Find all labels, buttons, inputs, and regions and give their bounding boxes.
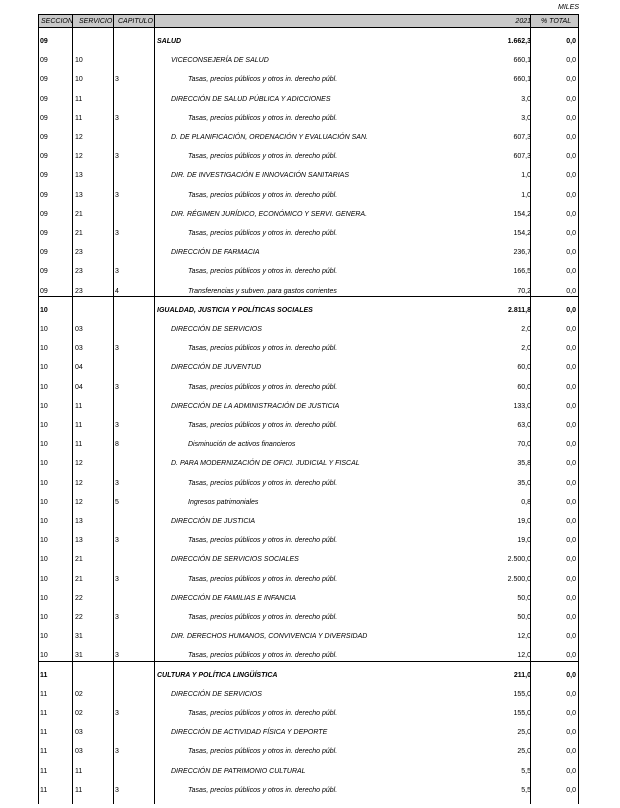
cell-seccion: 10 (40, 402, 48, 410)
col-divider (38, 14, 39, 804)
cell-seccion: 09 (40, 38, 48, 45)
table-row (38, 626, 579, 645)
cell-seccion: 10 (40, 306, 48, 314)
cell-capitulo: 3 (115, 230, 119, 237)
cell-seccion: 11 (40, 729, 48, 737)
cell-capitulo: 8 (115, 441, 119, 449)
col-divider (154, 14, 155, 804)
cell-amount-2021: 607,3 (513, 153, 531, 161)
cell-description: Tasas, precios públicos y otros in. derecho públ. (188, 191, 338, 199)
cell-pct-total: 0,0 (566, 172, 576, 180)
cell-pct-total: 0,0 (566, 364, 576, 372)
cell-amount-2021: 3,0 (521, 114, 531, 122)
cell-seccion: 11 (40, 690, 48, 698)
cell-amount-2021: 5,5 (521, 767, 531, 775)
cell-pct-total: 0,0 (566, 287, 576, 295)
table-row (38, 223, 579, 242)
cell-amount-2021: 1.662,3 (507, 38, 531, 45)
cell-seccion: 10 (40, 614, 48, 621)
table-row (38, 204, 579, 223)
cell-servicio: 21 (75, 230, 83, 237)
cell-description: D. PARA MODERNIZACIÓN DE OFICI. JUDICIAL Y FISCAL (171, 460, 360, 468)
cell-amount-2021: 12,0 (517, 652, 531, 660)
table-row (38, 146, 579, 165)
cell-description: DIRECCIÓN DE SALUD PÚBLICA Y ADICCIONES (171, 95, 331, 103)
budget-table (38, 14, 579, 804)
cell-servicio: 31 (75, 652, 83, 660)
cell-amount-2021: 155,0 (513, 690, 531, 698)
cell-description: Tasas, precios públicos y otros in. derecho públ. (188, 76, 338, 84)
cell-description: Tasas, precios públicos y otros in. derecho públ. (188, 710, 338, 717)
cell-servicio: 04 (75, 383, 83, 391)
table-row (38, 281, 579, 300)
table-row (38, 684, 579, 703)
cell-servicio: 02 (75, 690, 83, 698)
table-row (38, 453, 579, 472)
cell-amount-2021: 211,0 (513, 671, 531, 679)
cell-description: DIR. RÉGIMEN JURÍDICO, ECONÓMICO Y SERVI. GENERA. (171, 210, 368, 218)
cell-servicio: 12 (75, 460, 83, 468)
cell-amount-2021: 19,0 (517, 518, 531, 525)
cell-pct-total: 0,0 (566, 38, 576, 45)
cell-pct-total: 0,0 (566, 767, 576, 775)
cell-pct-total: 0,0 (566, 479, 576, 487)
cell-pct-total: 0,0 (566, 575, 576, 583)
table-row (38, 473, 579, 492)
cell-capitulo: 3 (115, 153, 119, 161)
cell-seccion: 10 (40, 479, 48, 487)
cell-description: Tasas, precios públicos y otros in. derecho públ. (188, 614, 338, 621)
cell-seccion: 10 (40, 326, 48, 333)
table-row (38, 492, 579, 511)
cell-servicio: 12 (75, 153, 83, 161)
table-row (38, 588, 579, 607)
table-row (38, 338, 579, 357)
cell-servicio: 13 (75, 518, 83, 525)
cell-capitulo: 3 (115, 383, 119, 391)
cell-amount-2021: 70,0 (517, 441, 531, 449)
cell-servicio: 03 (75, 729, 83, 737)
cell-description: Tasas, precios públicos y otros in. derecho públ. (188, 748, 338, 756)
cell-seccion: 10 (40, 575, 48, 583)
cell-amount-2021: 12,0 (517, 633, 531, 641)
cell-description: DIRECCIÓN DE SERVICIOS (171, 690, 262, 698)
cell-pct-total: 0,0 (566, 786, 576, 794)
cell-servicio: 03 (75, 345, 83, 353)
cell-servicio: 03 (75, 748, 83, 756)
cell-capitulo: 4 (115, 287, 119, 295)
cell-pct-total: 0,0 (566, 729, 576, 737)
cell-amount-2021: 50,0 (517, 594, 531, 602)
cell-pct-total: 0,0 (566, 614, 576, 621)
cell-servicio: 04 (75, 364, 83, 372)
cell-seccion: 10 (40, 594, 48, 602)
cell-servicio: 10 (75, 76, 83, 84)
cell-pct-total: 0,0 (566, 134, 576, 141)
cell-capitulo: 3 (115, 479, 119, 487)
cell-servicio: 03 (75, 326, 83, 333)
cell-pct-total: 0,0 (566, 268, 576, 276)
cell-description: Tasas, precios públicos y otros in. derecho públ. (188, 114, 338, 122)
cell-seccion: 10 (40, 383, 48, 391)
cell-pct-total: 0,0 (566, 690, 576, 698)
cell-capitulo: 3 (115, 345, 119, 353)
col-year: 2021 (515, 18, 531, 25)
cell-description: D. DE PLANIFICACIÓN, ORDENACIÓN Y EVALUACIÓN SAN. (171, 134, 368, 141)
cell-seccion: 10 (40, 345, 48, 353)
cell-description: DIRECCIÓN DE FAMILIAS E INFANCIA (171, 594, 296, 602)
cell-amount-2021: 2.811,8 (508, 306, 531, 314)
cell-description: Disminución de activos financieros (188, 441, 296, 449)
cell-seccion: 09 (40, 230, 48, 237)
col-servicio: SERVICIO (79, 18, 113, 25)
cell-capitulo: 3 (115, 114, 119, 122)
table-row (38, 396, 579, 415)
cell-servicio: 21 (75, 575, 83, 583)
cell-amount-2021: 2,0 (521, 345, 531, 353)
cell-servicio: 02 (75, 710, 83, 717)
cell-seccion: 11 (40, 786, 48, 794)
cell-amount-2021: 35,8 (517, 460, 531, 468)
cell-amount-2021: 70,2 (517, 287, 531, 295)
cell-description: IGUALDAD, JUSTICIA Y POLÍTICAS SOCIALES (157, 306, 313, 314)
cell-pct-total: 0,0 (566, 441, 576, 449)
cell-seccion: 09 (40, 249, 48, 257)
cell-servicio: 13 (75, 537, 83, 545)
cell-amount-2021: 133,0 (513, 402, 531, 410)
cell-amount-2021: 607,3 (513, 134, 531, 141)
table-row (38, 530, 579, 549)
cell-capitulo: 5 (115, 498, 119, 506)
table-row (38, 645, 579, 664)
table-row (38, 31, 579, 50)
cell-description: Tasas, precios públicos y otros in. derecho públ. (188, 652, 338, 660)
cell-amount-2021: 63,0 (517, 422, 531, 429)
cell-servicio: 13 (75, 172, 83, 180)
cell-description: Tasas, precios públicos y otros in. derecho públ. (188, 575, 338, 583)
cell-pct-total: 0,0 (566, 460, 576, 468)
col-divider (578, 14, 579, 804)
table-row (38, 319, 579, 338)
table-row (38, 357, 579, 376)
table-row (38, 300, 579, 319)
cell-pct-total: 0,0 (566, 748, 576, 756)
cell-description: CULTURA Y POLÍTICA LINGÜÍSTICA (157, 671, 278, 679)
cell-pct-total: 0,0 (566, 345, 576, 353)
table-row (38, 89, 579, 108)
table-row (38, 108, 579, 127)
cell-capitulo: 3 (115, 710, 119, 717)
table-header (38, 14, 579, 28)
cell-servicio: 31 (75, 633, 83, 641)
cell-description: DIR. DERECHOS HUMANOS, CONVIVENCIA Y DIVERSIDAD (171, 633, 368, 641)
col-capitulo: CAPITULO (118, 18, 154, 25)
col-divider (72, 14, 73, 804)
table-row (38, 165, 579, 184)
cell-seccion: 10 (40, 537, 48, 545)
cell-servicio: 12 (75, 479, 83, 487)
cell-pct-total: 0,0 (566, 383, 576, 391)
section-rule (38, 296, 579, 297)
cell-description: Tasas, precios públicos y otros in. derecho públ. (188, 537, 338, 545)
cell-description: Tasas, precios públicos y otros in. derecho públ. (188, 786, 338, 794)
cell-servicio: 21 (75, 556, 83, 564)
cell-amount-2021: 35,0 (517, 479, 531, 487)
table-row (38, 741, 579, 760)
table-row (38, 377, 579, 396)
cell-pct-total: 0,0 (566, 95, 576, 103)
table-row (38, 261, 579, 280)
cell-seccion: 09 (40, 76, 48, 84)
cell-seccion: 09 (40, 153, 48, 161)
cell-amount-2021: 155,0 (513, 710, 531, 717)
cell-servicio: 10 (75, 57, 83, 65)
cell-servicio: 11 (75, 422, 83, 429)
cell-seccion: 10 (40, 441, 48, 449)
cell-capitulo: 3 (115, 652, 119, 660)
cell-capitulo: 3 (115, 191, 119, 199)
cell-pct-total: 0,0 (566, 76, 576, 84)
table-row (38, 185, 579, 204)
cell-capitulo: 3 (115, 614, 119, 621)
cell-servicio: 23 (75, 287, 83, 295)
cell-seccion: 10 (40, 422, 48, 429)
cell-pct-total: 0,0 (566, 556, 576, 564)
cell-amount-2021: 2.500,0 (507, 575, 531, 583)
units-label: MILES (557, 4, 579, 11)
cell-amount-2021: 25,0 (517, 748, 531, 756)
cell-pct-total: 0,0 (566, 191, 576, 199)
table-row (38, 434, 579, 453)
cell-description: Transferencias y subven. para gastos corrientes (188, 287, 337, 295)
cell-amount-2021: 60,0 (517, 364, 531, 372)
cell-description: DIRECCIÓN DE JUVENTUD (171, 364, 262, 372)
cell-description: Tasas, precios públicos y otros in. derecho públ. (188, 422, 338, 429)
cell-description: Ingresos patrimoniales (188, 498, 259, 506)
cell-seccion: 11 (40, 710, 48, 717)
section-rule (38, 27, 579, 28)
cell-amount-2021: 2,0 (521, 326, 531, 333)
cell-seccion: 10 (40, 460, 48, 468)
cell-seccion: 10 (40, 652, 48, 660)
cell-capitulo: 3 (115, 268, 119, 276)
cell-pct-total: 0,0 (566, 498, 576, 506)
cell-description: DIRECCIÓN DE PATRIMONIO CULTURAL (171, 767, 306, 775)
col-seccion: SECCION (41, 18, 73, 25)
cell-seccion: 11 (40, 671, 48, 679)
cell-description: DIRECCIÓN DE ACTIVIDAD FÍSICA Y DEPORTE (171, 729, 328, 737)
cell-seccion: 09 (40, 134, 48, 141)
cell-capitulo: 3 (115, 422, 119, 429)
cell-amount-2021: 0,8 (521, 498, 531, 506)
cell-description: Tasas, precios públicos y otros in. derecho públ. (188, 268, 338, 276)
cell-servicio: 12 (75, 498, 83, 506)
cell-amount-2021: 236,7 (513, 249, 531, 257)
cell-seccion: 09 (40, 287, 48, 295)
cell-capitulo: 3 (115, 537, 119, 545)
table-row (38, 415, 579, 434)
cell-capitulo: 3 (115, 575, 119, 583)
cell-description: DIRECCIÓN DE SERVICIOS (171, 326, 262, 333)
cell-pct-total: 0,0 (566, 402, 576, 410)
cell-servicio: 12 (75, 134, 83, 141)
cell-amount-2021: 5,5 (521, 786, 531, 794)
cell-pct-total: 0,0 (566, 518, 576, 525)
cell-pct-total: 0,0 (566, 710, 576, 717)
table-row (38, 69, 579, 88)
cell-amount-2021: 60,0 (517, 383, 531, 391)
cell-pct-total: 0,0 (566, 326, 576, 333)
cell-pct-total: 0,0 (566, 594, 576, 602)
table-row (38, 780, 579, 799)
cell-servicio: 11 (75, 786, 83, 794)
cell-seccion: 10 (40, 556, 48, 564)
cell-amount-2021: 50,0 (517, 614, 531, 621)
cell-pct-total: 0,0 (566, 57, 576, 65)
cell-servicio: 21 (75, 210, 83, 218)
cell-amount-2021: 25,0 (517, 729, 531, 737)
cell-servicio: 11 (75, 767, 83, 775)
table-row (38, 549, 579, 568)
cell-pct-total: 0,0 (566, 633, 576, 641)
cell-servicio: 22 (75, 614, 83, 621)
cell-description: DIRECCIÓN DE JUSTICIA (171, 518, 256, 525)
cell-amount-2021: 1,0 (521, 172, 531, 180)
cell-pct-total: 0,0 (566, 422, 576, 429)
cell-pct-total: 0,0 (566, 306, 576, 314)
cell-pct-total: 0,0 (566, 114, 576, 122)
table-row (38, 569, 579, 588)
cell-pct-total: 0,0 (566, 652, 576, 660)
cell-description: VICECONSEJERÍA DE SALUD (171, 57, 269, 65)
cell-seccion: 10 (40, 364, 48, 372)
col-pct-total: % TOTAL (541, 18, 572, 25)
cell-amount-2021: 660,1 (513, 76, 531, 84)
cell-amount-2021: 154,2 (513, 230, 531, 237)
cell-servicio: 13 (75, 191, 83, 199)
table-row (38, 722, 579, 741)
table-row (38, 50, 579, 69)
table-row (38, 761, 579, 780)
cell-amount-2021: 166,5 (513, 268, 531, 276)
cell-description: DIRECCIÓN DE LA ADMINISTRACIÓN DE JUSTICIA (171, 402, 340, 410)
cell-servicio: 22 (75, 594, 83, 602)
cell-seccion: 10 (40, 633, 48, 641)
cell-servicio: 11 (75, 114, 83, 122)
cell-seccion: 09 (40, 268, 48, 276)
cell-description: DIR. DE INVESTIGACIÓN E INNOVACIÓN SANITARIAS (171, 172, 350, 180)
cell-servicio: 11 (75, 402, 83, 410)
col-divider (113, 14, 114, 804)
cell-description: SALUD (157, 38, 182, 45)
cell-servicio: 11 (75, 441, 83, 449)
cell-amount-2021: 2.500,0 (507, 556, 531, 564)
cell-seccion: 10 (40, 498, 48, 506)
cell-description: DIRECCIÓN DE SERVICIOS SOCIALES (171, 556, 299, 564)
cell-amount-2021: 1,0 (521, 191, 531, 199)
cell-description: DIRECCIÓN DE FARMACIA (171, 249, 260, 257)
cell-capitulo: 3 (115, 76, 119, 84)
cell-seccion: 10 (40, 518, 48, 525)
table-row (38, 127, 579, 146)
cell-seccion: 09 (40, 172, 48, 180)
table-row (38, 242, 579, 261)
cell-seccion: 09 (40, 114, 48, 122)
cell-pct-total: 0,0 (566, 249, 576, 257)
cell-description: Tasas, precios públicos y otros in. derecho públ. (188, 345, 338, 353)
cell-seccion: 11 (40, 748, 48, 756)
cell-amount-2021: 154,2 (513, 210, 531, 218)
cell-seccion: 09 (40, 210, 48, 218)
cell-description: Tasas, precios públicos y otros in. derecho públ. (188, 383, 338, 391)
cell-amount-2021: 3,0 (521, 95, 531, 103)
cell-pct-total: 0,0 (566, 210, 576, 218)
table-row (38, 607, 579, 626)
cell-servicio: 23 (75, 268, 83, 276)
cell-seccion: 09 (40, 191, 48, 199)
section-rule (38, 661, 579, 662)
cell-pct-total: 0,0 (566, 230, 576, 237)
table-row (38, 665, 579, 684)
cell-pct-total: 0,0 (566, 537, 576, 545)
cell-description: Tasas, precios públicos y otros in. derecho públ. (188, 230, 338, 237)
cell-description: Tasas, precios públicos y otros in. derecho públ. (188, 153, 338, 161)
cell-amount-2021: 19,0 (517, 537, 531, 545)
table-row (38, 703, 579, 722)
cell-seccion: 11 (40, 767, 48, 775)
cell-pct-total: 0,0 (566, 153, 576, 161)
cell-pct-total: 0,0 (566, 671, 576, 679)
table-row (38, 511, 579, 530)
col-divider (530, 14, 531, 804)
cell-capitulo: 3 (115, 786, 119, 794)
cell-servicio: 11 (75, 95, 83, 103)
cell-amount-2021: 660,1 (513, 57, 531, 65)
cell-seccion: 09 (40, 95, 48, 103)
cell-seccion: 09 (40, 57, 48, 65)
cell-capitulo: 3 (115, 748, 119, 756)
cell-description: Tasas, precios públicos y otros in. derecho públ. (188, 479, 338, 487)
cell-servicio: 23 (75, 249, 83, 257)
